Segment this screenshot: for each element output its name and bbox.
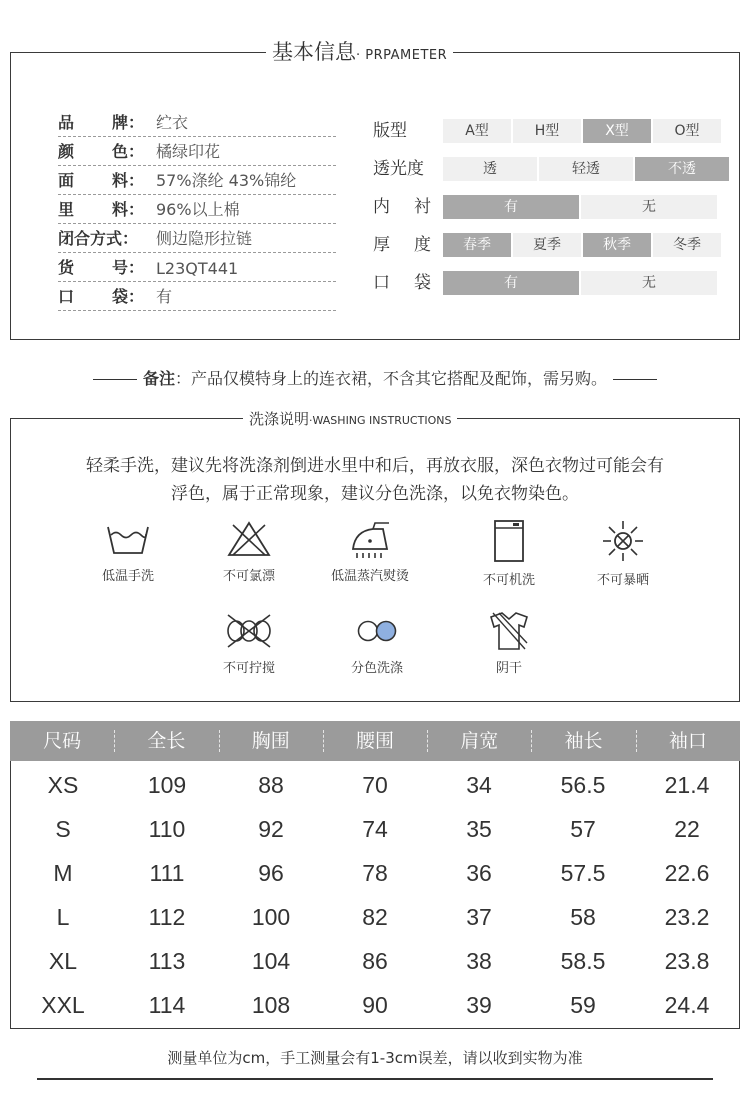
info-value: 57%涤纶 43%锦纶 [156,171,297,190]
size-table-cell: S [55,816,71,842]
info-value: 纻衣 [156,113,189,132]
size-table-cell: 112 [148,904,186,930]
info-label-char: 号： [111,258,144,277]
separate-wash-icon [353,611,401,651]
attribute-choice: 透 [443,157,537,181]
size-table-cell: 78 [362,860,388,886]
attribute-label-char: 袋 [414,273,431,293]
attribute-choice: 无 [581,195,717,219]
size-table-cell: 38 [466,948,492,974]
attribute-label [373,233,431,257]
attribute-label [373,271,431,295]
steam-iron-label: 低温蒸汽熨烫 [330,569,409,584]
care-item-shade-dry [454,611,564,676]
size-table-column-header: 袖长 [531,721,635,761]
attribute-choice: A型 [443,119,511,143]
info-label-char: 料： [111,200,144,219]
no-bleach-icon [225,519,273,559]
size-table-cell: 74 [362,816,388,842]
attribute-choices [443,233,721,257]
info-row [58,224,336,253]
size-table-cell: 100 [251,904,291,930]
size-table-row [11,807,739,851]
info-value: L23QT441 [156,259,239,278]
measurement-note: 测量单位为cm，手工测量会有1-3cm误差，请以收到实物为准 [167,1049,583,1067]
remark-dash-right [613,379,657,380]
info-row [58,108,336,137]
remark-label: 备注 [142,369,175,388]
info-label-char: 袋： [111,287,144,306]
remark-text: ：产品仅模特身上的连衣裙，不含其它搭配及配饰，需另购。 [175,369,608,388]
no-bleach-label: 不可氯漂 [222,569,275,584]
size-table-cell: 34 [466,772,492,798]
hand-wash-icon [104,519,152,559]
size-table-cell: 23.2 [664,904,710,930]
attribute-choice: 夏季 [513,233,581,257]
remark-dash-left [93,379,137,380]
info-label [58,110,144,133]
care-item-separate-wash [322,611,432,676]
size-table-cell: 39 [466,992,492,1018]
care-item-no-bleach [194,519,304,584]
info-label [58,139,144,162]
attribute-row [373,233,723,257]
info-row [58,195,336,224]
info-label [58,255,144,278]
care-item-no-wring [194,611,304,676]
size-table-cell: 88 [258,772,284,798]
info-row [58,166,336,195]
size-table-cell: 58.5 [560,948,606,974]
size-table-cell: 36 [466,860,492,886]
size-table-cell: 96 [258,860,284,886]
steam-iron-icon [343,519,397,559]
washing-description [11,452,739,508]
info-row [58,137,336,166]
attribute-row [373,119,723,143]
info-label-char: 货 [58,258,75,277]
washing-subtitle: ·WASHING INSTRUCTIONS [309,414,452,427]
size-table-column-header: 袖口 [636,721,740,761]
size-table-row [11,763,739,807]
attribute-label-char: 内 [373,197,390,217]
size-table-cell: 82 [362,904,388,930]
size-table-cell: 56.5 [560,772,606,798]
attribute-label-char: 度 [414,235,431,255]
basic-info-title-text: 基本信息 [272,40,356,64]
size-table-cell: XXL [41,992,85,1018]
footer-divider [37,1078,713,1080]
attribute-label-char: 衬 [414,197,431,217]
attribute-choices [443,271,717,295]
info-row [58,282,336,311]
info-label-char: 色： [111,142,144,161]
remark-note [0,366,750,389]
attribute-label-char: 口 [373,273,390,293]
size-table-cell: M [53,860,73,886]
washing-section [10,410,740,702]
size-table-cell: 92 [258,816,284,842]
size-table-cell: 57.5 [560,860,606,886]
size-table-row [11,851,739,895]
size-table-column-header: 肩宽 [427,721,531,761]
attribute-choice: H型 [513,119,581,143]
no-wring-icon [222,611,276,651]
size-table-row [11,939,739,983]
info-label [58,168,144,191]
no-machine-wash-icon [489,519,529,563]
size-table-cell: XL [48,948,78,974]
attribute-choice-selected: 有 [443,271,579,295]
care-item-no-machine-wash [454,519,564,588]
shade-dry-label: 阴干 [495,661,522,676]
attribute-choice: 冬季 [653,233,721,257]
care-item-hand-wash [73,519,183,584]
attribute-row [373,271,723,295]
size-table-header [10,721,740,761]
size-table-cell: 114 [148,992,186,1018]
size-table-row [11,895,739,939]
washing-description-line2: 浮色，属于正常现象，建议分色洗涤，以免衣物染色。 [171,484,579,504]
info-label-char: 牌： [111,113,144,132]
size-table-cell: 22.6 [664,860,710,886]
size-table-cell: L [56,904,70,930]
size-table-cell: 24.4 [664,992,710,1018]
info-value: 侧边隐形拉链 [156,229,253,248]
attribute-choice-selected: 有 [443,195,579,219]
attribute-row [373,157,723,181]
size-table-cell: 108 [251,992,291,1018]
info-label-char: 面 [58,171,75,190]
no-machine-wash-label: 不可机洗 [482,573,535,588]
size-table-cell: 90 [362,992,388,1018]
info-label-char: 颜 [58,142,75,161]
washing-title [243,408,457,432]
info-label-char: 口 [58,287,75,306]
size-table-cell: 111 [149,860,185,886]
size-table-cell: 57 [570,816,596,842]
info-label: 闭合方式： [58,229,139,248]
info-row [58,253,336,282]
attribute-choice: O型 [653,119,721,143]
care-item-no-sun [568,519,678,588]
attribute-choices [443,195,717,219]
attribute-choice: 无 [581,271,717,295]
size-table-cell: 109 [147,772,187,798]
attribute-choice-selected: 秋季 [583,233,651,257]
size-table-column-header: 尺码 [43,730,82,752]
attribute-choices [443,157,729,181]
basic-info-title [266,37,453,71]
info-label-char: 品 [58,113,75,132]
size-table-cell: 37 [466,904,492,930]
size-table-cell: 70 [362,772,388,798]
size-table-row [11,983,739,1027]
info-label [58,284,144,307]
separate-wash-label: 分色洗涤 [350,661,403,676]
attribute-label: 版型 [373,121,407,141]
attribute-choice-selected: 不透 [635,157,729,181]
basic-info-section [10,40,740,340]
size-table-cell: 35 [466,816,492,842]
shade-dry-icon [487,611,531,651]
size-table-cell: 86 [362,948,388,974]
size-table-column-header: 腰围 [323,721,427,761]
attribute-label [373,195,431,219]
attribute-choices [443,119,721,143]
attribute-row [373,195,723,219]
product-info-list [58,108,336,311]
info-value: 橘绿印花 [156,142,221,161]
attribute-choice-selected: 春季 [443,233,511,257]
washing-description-line1: 轻柔手洗，建议先将洗涤剂倒进水里中和后，再放衣服，深色衣物过可能会有 [86,456,664,476]
info-value: 有 [156,287,173,306]
size-table-column-header: 全长 [114,721,218,761]
size-table-cell: 58 [570,904,596,930]
attribute-label: 透光度 [373,159,424,179]
info-value: 96%以上棉 [156,200,240,219]
no-sun-icon [601,519,645,563]
hand-wash-label: 低温手洗 [101,569,154,584]
size-table-cell: 59 [570,992,596,1018]
no-sun-label: 不可暴晒 [596,573,649,588]
size-table-cell: 21.4 [664,772,710,798]
size-table-cell: 23.8 [664,948,710,974]
basic-info-subtitle: · PRPAMETER [356,48,448,63]
info-label [58,197,144,220]
washing-title-text: 洗涤说明 [249,410,310,428]
attribute-choice: 轻透 [539,157,633,181]
no-wring-label: 不可拧搅 [222,661,275,676]
size-table-column-header: 胸围 [219,721,323,761]
info-label-char: 料： [111,171,144,190]
size-table-cell: 22 [674,816,700,842]
attribute-choice-selected: X型 [583,119,651,143]
info-label-char: 里 [58,200,75,219]
size-table-cell: 110 [148,816,186,842]
attribute-label-char: 厚 [373,235,390,255]
size-table [10,721,740,1029]
size-table-body [10,761,740,1029]
size-table-cell: XS [47,772,79,798]
size-table-cell: 104 [251,948,291,974]
size-table-cell: 113 [148,948,186,974]
care-item-steam-iron [315,519,425,584]
